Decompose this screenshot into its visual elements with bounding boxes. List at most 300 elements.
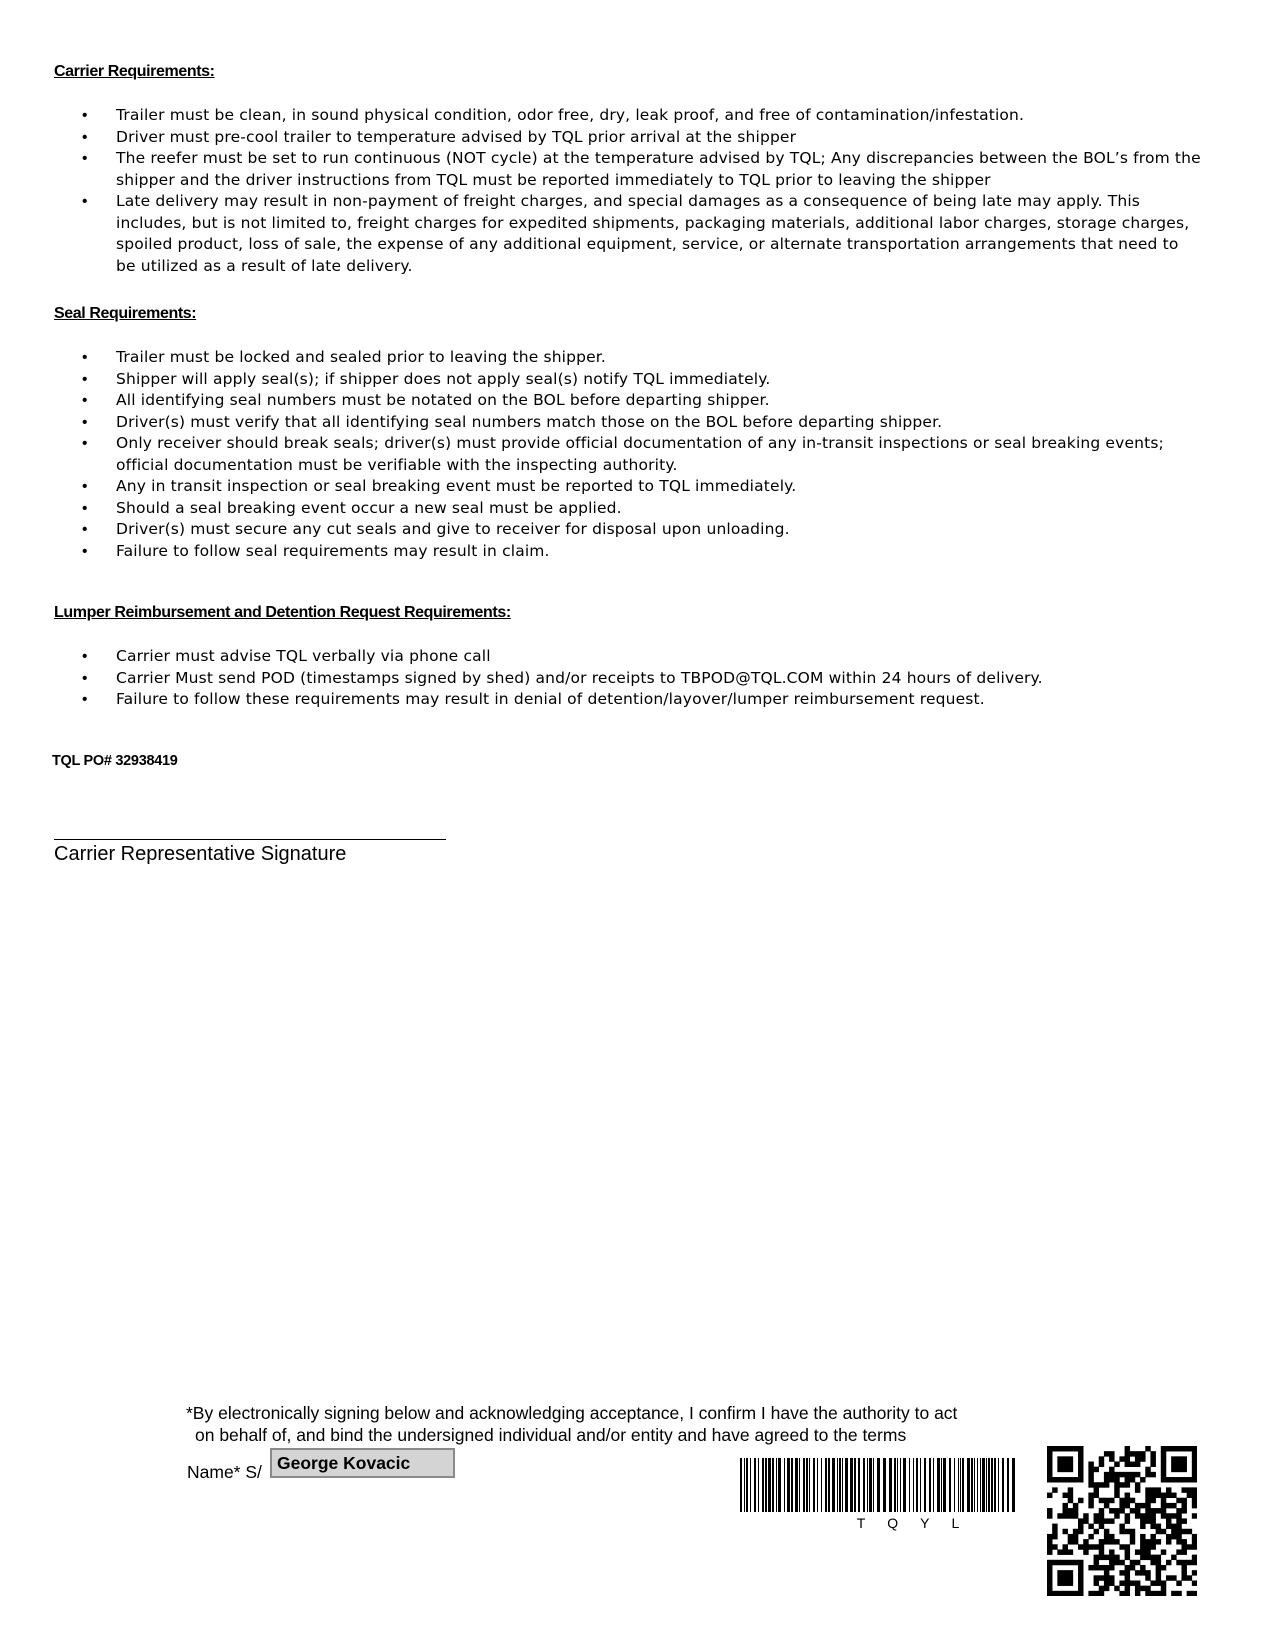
qr-module bbox=[1104, 1565, 1109, 1570]
qr-module bbox=[1047, 1565, 1052, 1570]
qr-code-graphic bbox=[1047, 1446, 1197, 1596]
barcode-bar bbox=[1007, 1458, 1009, 1512]
po-number: TQL PO# 32938419 bbox=[52, 753, 178, 769]
qr-module bbox=[1156, 1580, 1161, 1585]
qr-module bbox=[1176, 1477, 1181, 1482]
qr-module bbox=[1161, 1586, 1166, 1591]
qr-module bbox=[1145, 1586, 1150, 1591]
qr-module bbox=[1063, 1549, 1068, 1554]
barcode-bar bbox=[994, 1458, 996, 1512]
qr-module bbox=[1135, 1462, 1140, 1467]
qr-module bbox=[1119, 1482, 1124, 1487]
barcode-bar bbox=[787, 1458, 790, 1512]
barcode-bar bbox=[960, 1458, 961, 1512]
qr-module bbox=[1192, 1467, 1197, 1472]
qr-module bbox=[1063, 1477, 1068, 1482]
qr-module bbox=[1047, 1472, 1052, 1477]
qr-module bbox=[1125, 1493, 1130, 1498]
barcode-bar bbox=[913, 1458, 914, 1512]
qr-module bbox=[1130, 1498, 1135, 1503]
qr-module bbox=[1166, 1534, 1171, 1539]
qr-module bbox=[1135, 1570, 1140, 1575]
qr-module bbox=[1187, 1477, 1192, 1482]
qr-module bbox=[1109, 1477, 1114, 1482]
qr-module bbox=[1171, 1591, 1176, 1596]
qr-module bbox=[1192, 1591, 1197, 1596]
qr-module bbox=[1063, 1456, 1068, 1461]
barcode-bar bbox=[974, 1458, 975, 1512]
qr-module bbox=[1161, 1508, 1166, 1513]
qr-module bbox=[1145, 1539, 1150, 1544]
qr-module bbox=[1099, 1498, 1104, 1503]
qr-module bbox=[1181, 1544, 1186, 1549]
qr-module bbox=[1181, 1529, 1186, 1534]
list-item: • Late delivery may result in non-payment of freight charges, and special damages as a consequence of being late may apply. This includes, but is not limited to, freight charges for expedited shipments, packaging materials, additional labor charges, storage charges, spoiled product, loss of sale, the expense of any additional equipment, service, or alternate transportation arrangements that need to be utilized as a result of late delivery. bbox=[82, 191, 1202, 277]
qr-module bbox=[1114, 1472, 1119, 1477]
qr-module bbox=[1047, 1575, 1052, 1580]
qr-module bbox=[1192, 1498, 1197, 1503]
qr-module bbox=[1104, 1503, 1109, 1508]
qr-module bbox=[1166, 1513, 1171, 1518]
qr-module bbox=[1068, 1493, 1073, 1498]
qr-module bbox=[1150, 1456, 1155, 1461]
qr-module bbox=[1119, 1570, 1124, 1575]
barcode-bar bbox=[832, 1458, 835, 1512]
barcode-bar bbox=[962, 1458, 964, 1512]
qr-module bbox=[1145, 1472, 1150, 1477]
qr-module bbox=[1119, 1456, 1124, 1461]
barcode-bar bbox=[920, 1458, 921, 1512]
barcode-bar bbox=[924, 1458, 926, 1512]
qr-module bbox=[1166, 1560, 1171, 1565]
qr-module bbox=[1140, 1549, 1145, 1554]
qr-module bbox=[1140, 1524, 1145, 1529]
qr-module bbox=[1161, 1456, 1166, 1461]
qr-module bbox=[1073, 1446, 1078, 1451]
qr-module bbox=[1135, 1591, 1140, 1596]
list-item: • Any in transit inspection or seal breaking event must be reported to TQL immediately. bbox=[82, 476, 1202, 498]
qr-module bbox=[1047, 1534, 1052, 1539]
qr-module bbox=[1187, 1446, 1192, 1451]
qr-module bbox=[1083, 1513, 1088, 1518]
qr-module bbox=[1119, 1591, 1124, 1596]
qr-module bbox=[1104, 1451, 1109, 1456]
qr-module bbox=[1150, 1498, 1155, 1503]
qr-module bbox=[1192, 1570, 1197, 1575]
qr-module bbox=[1078, 1518, 1083, 1523]
qr-module bbox=[1063, 1570, 1068, 1575]
signature-label: Carrier Representative Signature bbox=[54, 843, 347, 865]
qr-module bbox=[1094, 1580, 1099, 1585]
qr-module bbox=[1156, 1524, 1161, 1529]
qr-module bbox=[1171, 1467, 1176, 1472]
qr-module bbox=[1130, 1508, 1135, 1513]
qr-module bbox=[1068, 1591, 1073, 1596]
qr-module bbox=[1094, 1591, 1099, 1596]
qr-module bbox=[1192, 1560, 1197, 1565]
qr-module bbox=[1052, 1446, 1057, 1451]
qr-module bbox=[1150, 1534, 1155, 1539]
qr-module bbox=[1068, 1487, 1073, 1492]
qr-module bbox=[1125, 1544, 1130, 1549]
qr-module bbox=[1063, 1503, 1068, 1508]
qr-module bbox=[1140, 1539, 1145, 1544]
qr-module bbox=[1145, 1503, 1150, 1508]
qr-module bbox=[1119, 1503, 1124, 1508]
qr-module bbox=[1166, 1575, 1171, 1580]
qr-module bbox=[1109, 1518, 1114, 1523]
barcode-bar bbox=[889, 1458, 892, 1512]
qr-module bbox=[1047, 1467, 1052, 1472]
qr-module bbox=[1047, 1570, 1052, 1575]
barcode-bar bbox=[806, 1458, 808, 1512]
qr-module bbox=[1109, 1575, 1114, 1580]
qr-module bbox=[1114, 1560, 1119, 1565]
barcode-bar bbox=[900, 1458, 901, 1512]
qr-module bbox=[1068, 1498, 1073, 1503]
barcode-bar bbox=[772, 1458, 774, 1512]
barcode-bar bbox=[799, 1458, 800, 1512]
qr-module bbox=[1063, 1575, 1068, 1580]
qr-module bbox=[1125, 1446, 1130, 1451]
list-item: • All identifying seal numbers must be notated on the BOL before departing shipper. bbox=[82, 390, 1202, 412]
qr-module bbox=[1109, 1565, 1114, 1570]
qr-module bbox=[1063, 1591, 1068, 1596]
qr-module bbox=[1125, 1570, 1130, 1575]
qr-module bbox=[1094, 1544, 1099, 1549]
qr-module bbox=[1078, 1591, 1083, 1596]
qr-module bbox=[1181, 1477, 1186, 1482]
qr-module bbox=[1135, 1580, 1140, 1585]
qr-module bbox=[1192, 1472, 1197, 1477]
qr-module bbox=[1088, 1482, 1093, 1487]
list-item: • Should a seal breaking event occur a new seal must be applied. bbox=[82, 498, 1202, 520]
qr-module bbox=[1068, 1549, 1073, 1554]
qr-module bbox=[1088, 1477, 1093, 1482]
qr-module bbox=[1104, 1477, 1109, 1482]
barcode-bar bbox=[986, 1458, 987, 1512]
qr-module bbox=[1088, 1462, 1093, 1467]
qr-module bbox=[1156, 1555, 1161, 1560]
barcode-bar bbox=[933, 1458, 934, 1512]
qr-module bbox=[1088, 1544, 1093, 1549]
qr-module bbox=[1150, 1555, 1155, 1560]
qr-module bbox=[1073, 1503, 1078, 1508]
qr-module bbox=[1068, 1446, 1073, 1451]
qr-module bbox=[1119, 1472, 1124, 1477]
qr-module bbox=[1119, 1544, 1124, 1549]
barcode-bar bbox=[784, 1458, 785, 1512]
qr-module bbox=[1150, 1518, 1155, 1523]
qr-module bbox=[1176, 1462, 1181, 1467]
barcode-bar bbox=[803, 1458, 805, 1512]
name-label: Name* S/ bbox=[187, 1462, 262, 1482]
qr-module bbox=[1135, 1482, 1140, 1487]
qr-module bbox=[1192, 1446, 1197, 1451]
qr-module bbox=[1078, 1498, 1083, 1503]
qr-module bbox=[1166, 1446, 1171, 1451]
qr-module bbox=[1150, 1487, 1155, 1492]
qr-module bbox=[1119, 1508, 1124, 1513]
qr-module bbox=[1094, 1529, 1099, 1534]
qr-module bbox=[1176, 1529, 1181, 1534]
qr-module bbox=[1109, 1549, 1114, 1554]
qr-module bbox=[1130, 1534, 1135, 1539]
qr-module bbox=[1166, 1518, 1171, 1523]
qr-module bbox=[1047, 1539, 1052, 1544]
lumper-requirements-list bbox=[82, 646, 1202, 711]
qr-module bbox=[1192, 1493, 1197, 1498]
qr-module bbox=[1057, 1560, 1062, 1565]
qr-module bbox=[1135, 1560, 1140, 1565]
list-item: • Driver must pre-cool trailer to temperature advised by TQL prior arrival at the shipper bbox=[82, 127, 1202, 149]
qr-module bbox=[1150, 1493, 1155, 1498]
qr-module bbox=[1150, 1560, 1155, 1565]
qr-module bbox=[1140, 1544, 1145, 1549]
qr-module bbox=[1047, 1544, 1052, 1549]
qr-module bbox=[1130, 1451, 1135, 1456]
qr-module bbox=[1125, 1462, 1130, 1467]
qr-module bbox=[1171, 1503, 1176, 1508]
qr-module bbox=[1176, 1498, 1181, 1503]
qr-module bbox=[1068, 1456, 1073, 1461]
qr-module bbox=[1083, 1549, 1088, 1554]
qr-module bbox=[1068, 1539, 1073, 1544]
qr-module bbox=[1099, 1565, 1104, 1570]
qr-module bbox=[1104, 1529, 1109, 1534]
barcode-bar bbox=[988, 1458, 990, 1512]
barcode-bar bbox=[762, 1458, 764, 1512]
list-item: • Carrier must advise TQL verbally via phone call bbox=[82, 646, 1202, 668]
qr-module bbox=[1140, 1503, 1145, 1508]
qr-module bbox=[1094, 1467, 1099, 1472]
qr-module bbox=[1104, 1570, 1109, 1575]
qr-module bbox=[1156, 1560, 1161, 1565]
qr-module bbox=[1063, 1513, 1068, 1518]
qr-module bbox=[1068, 1467, 1073, 1472]
qr-module bbox=[1063, 1462, 1068, 1467]
barcode-bar bbox=[776, 1458, 777, 1512]
qr-module bbox=[1135, 1586, 1140, 1591]
qr-module bbox=[1156, 1493, 1161, 1498]
qr-module bbox=[1125, 1498, 1130, 1503]
qr-module bbox=[1073, 1508, 1078, 1513]
qr-module bbox=[1057, 1513, 1062, 1518]
barcode-bar bbox=[750, 1458, 751, 1512]
qr-module bbox=[1187, 1529, 1192, 1534]
barcode-bar bbox=[842, 1458, 843, 1512]
qr-module bbox=[1114, 1539, 1119, 1544]
qr-module bbox=[1114, 1555, 1119, 1560]
qr-module bbox=[1109, 1498, 1114, 1503]
qr-module bbox=[1135, 1508, 1140, 1513]
barcode-bar bbox=[941, 1458, 942, 1512]
qr-module bbox=[1119, 1524, 1124, 1529]
qr-module bbox=[1057, 1580, 1062, 1585]
qr-module bbox=[1156, 1539, 1161, 1544]
qr-module bbox=[1161, 1493, 1166, 1498]
qr-module bbox=[1078, 1580, 1083, 1585]
barcode-bar bbox=[765, 1458, 767, 1512]
qr-module bbox=[1099, 1539, 1104, 1544]
qr-module bbox=[1088, 1524, 1093, 1529]
list-item: • Trailer must be locked and sealed prior to leaving the shipper. bbox=[82, 347, 1202, 369]
qr-module bbox=[1063, 1467, 1068, 1472]
qr-module bbox=[1145, 1493, 1150, 1498]
qr-module bbox=[1047, 1591, 1052, 1596]
qr-module bbox=[1073, 1560, 1078, 1565]
barcode-bar bbox=[839, 1458, 841, 1512]
qr-module bbox=[1181, 1575, 1186, 1580]
qr-module bbox=[1176, 1513, 1181, 1518]
qr-module bbox=[1052, 1524, 1057, 1529]
barcode-bar bbox=[845, 1458, 848, 1512]
qr-module bbox=[1125, 1472, 1130, 1477]
barcode-bar bbox=[813, 1458, 815, 1512]
qr-module bbox=[1078, 1446, 1083, 1451]
qr-module bbox=[1145, 1549, 1150, 1554]
qr-module bbox=[1099, 1462, 1104, 1467]
qr-module bbox=[1104, 1472, 1109, 1477]
qr-module bbox=[1176, 1508, 1181, 1513]
qr-module bbox=[1114, 1477, 1119, 1482]
qr-module bbox=[1099, 1456, 1104, 1461]
qr-module bbox=[1094, 1493, 1099, 1498]
qr-module bbox=[1130, 1477, 1135, 1482]
qr-module bbox=[1109, 1467, 1114, 1472]
barcode-bar bbox=[977, 1458, 978, 1512]
qr-module bbox=[1047, 1451, 1052, 1456]
qr-module bbox=[1078, 1524, 1083, 1529]
qr-module bbox=[1125, 1575, 1130, 1580]
qr-module bbox=[1176, 1560, 1181, 1565]
qr-module bbox=[1145, 1498, 1150, 1503]
barcode-bar bbox=[854, 1458, 856, 1512]
qr-code bbox=[1047, 1446, 1197, 1601]
consent-line-2: on behalf of, and bind the undersigned individual and/or entity and have agreed to the terms bbox=[195, 1425, 907, 1445]
qr-module bbox=[1078, 1544, 1083, 1549]
list-item: • Failure to follow these requirements may result in denial of detention/layover/lumper reimbursement request. bbox=[82, 689, 1202, 711]
qr-module bbox=[1171, 1534, 1176, 1539]
qr-module bbox=[1150, 1524, 1155, 1529]
qr-module bbox=[1109, 1580, 1114, 1585]
qr-module bbox=[1078, 1456, 1083, 1461]
barcode-bar bbox=[909, 1458, 910, 1512]
qr-module bbox=[1150, 1539, 1155, 1544]
qr-module bbox=[1176, 1549, 1181, 1554]
signer-name-field[interactable]: George Kovacic bbox=[270, 1448, 455, 1478]
qr-module bbox=[1068, 1534, 1073, 1539]
qr-module bbox=[1114, 1493, 1119, 1498]
qr-module bbox=[1145, 1575, 1150, 1580]
barcode-caption: TQYL bbox=[856, 1515, 982, 1531]
qr-module bbox=[1145, 1513, 1150, 1518]
qr-module bbox=[1192, 1534, 1197, 1539]
qr-module bbox=[1176, 1524, 1181, 1529]
qr-module bbox=[1109, 1472, 1114, 1477]
qr-module bbox=[1099, 1508, 1104, 1513]
qr-module bbox=[1161, 1565, 1166, 1570]
qr-module bbox=[1047, 1549, 1052, 1554]
barcode-bar bbox=[894, 1458, 896, 1512]
qr-module bbox=[1130, 1560, 1135, 1565]
qr-module bbox=[1099, 1524, 1104, 1529]
list-item: • Carrier Must send POD (timestamps signed by shed) and/or receipts to TBPOD@TQL.COM within 24 hours of delivery. bbox=[82, 668, 1202, 690]
qr-module bbox=[1104, 1580, 1109, 1585]
qr-module bbox=[1063, 1493, 1068, 1498]
qr-module bbox=[1068, 1462, 1073, 1467]
qr-module bbox=[1140, 1586, 1145, 1591]
qr-module bbox=[1171, 1493, 1176, 1498]
qr-module bbox=[1068, 1570, 1073, 1575]
qr-module bbox=[1150, 1472, 1155, 1477]
qr-module bbox=[1161, 1513, 1166, 1518]
qr-module bbox=[1099, 1586, 1104, 1591]
qr-module bbox=[1181, 1446, 1186, 1451]
qr-module bbox=[1052, 1477, 1057, 1482]
barcode-bar bbox=[998, 1458, 999, 1512]
qr-module bbox=[1192, 1487, 1197, 1492]
qr-module bbox=[1176, 1456, 1181, 1461]
qr-module bbox=[1140, 1518, 1145, 1523]
qr-module bbox=[1114, 1508, 1119, 1513]
list-item: • Only receiver should break seals; driver(s) must provide official documentation of any in-transit inspections or seal breaking events; official documentation must be verifiable with the inspecting authority. bbox=[82, 433, 1202, 476]
qr-module bbox=[1171, 1529, 1176, 1534]
qr-module bbox=[1057, 1462, 1062, 1467]
qr-module bbox=[1073, 1534, 1078, 1539]
qr-module bbox=[1125, 1456, 1130, 1461]
lumper-requirements-heading: Lumper Reimbursement and Detention Request Requirements: bbox=[54, 604, 511, 621]
qr-module bbox=[1047, 1508, 1052, 1513]
qr-module bbox=[1088, 1534, 1093, 1539]
barcode-bar bbox=[867, 1458, 868, 1512]
qr-module bbox=[1125, 1591, 1130, 1596]
qr-module bbox=[1171, 1575, 1176, 1580]
signature-line[interactable] bbox=[54, 839, 446, 840]
qr-module bbox=[1125, 1451, 1130, 1456]
qr-module bbox=[1114, 1487, 1119, 1492]
qr-module bbox=[1161, 1503, 1166, 1508]
qr-module bbox=[1104, 1534, 1109, 1539]
qr-module bbox=[1161, 1549, 1166, 1554]
qr-module bbox=[1140, 1513, 1145, 1518]
qr-module bbox=[1052, 1534, 1057, 1539]
qr-module bbox=[1088, 1503, 1093, 1508]
qr-module bbox=[1125, 1482, 1130, 1487]
qr-module bbox=[1176, 1580, 1181, 1585]
qr-module bbox=[1094, 1482, 1099, 1487]
qr-module bbox=[1145, 1591, 1150, 1596]
qr-module bbox=[1181, 1560, 1186, 1565]
qr-module bbox=[1166, 1539, 1171, 1544]
qr-module bbox=[1078, 1575, 1083, 1580]
qr-module bbox=[1078, 1586, 1083, 1591]
qr-module bbox=[1176, 1591, 1181, 1596]
barcode-bar bbox=[980, 1458, 981, 1512]
barcode-bar bbox=[877, 1458, 880, 1512]
qr-module bbox=[1140, 1477, 1145, 1482]
qr-module bbox=[1052, 1529, 1057, 1534]
qr-module bbox=[1192, 1539, 1197, 1544]
qr-module bbox=[1099, 1482, 1104, 1487]
barcode-bar bbox=[754, 1458, 756, 1512]
qr-module bbox=[1192, 1555, 1197, 1560]
barcode-bar bbox=[850, 1458, 853, 1512]
qr-module bbox=[1150, 1513, 1155, 1518]
qr-module bbox=[1068, 1477, 1073, 1482]
qr-module bbox=[1047, 1586, 1052, 1591]
qr-module bbox=[1135, 1549, 1140, 1554]
